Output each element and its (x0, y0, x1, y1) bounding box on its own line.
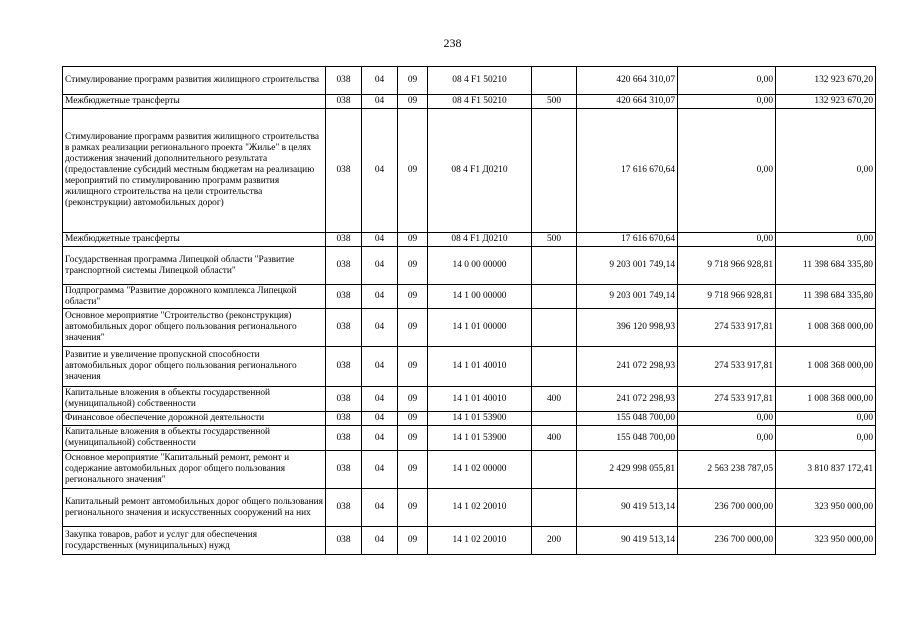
row-gr-code: 038 (326, 451, 362, 489)
row-csr-code: 14 1 00 00000 (428, 285, 532, 309)
row-name: Основное мероприятие "Строительство (реконструкция) автомобильных дорог общего пользования регионального значения" (63, 309, 326, 347)
table-row (63, 412, 876, 426)
row-gr-code: 038 (326, 95, 362, 109)
row-sum-3: 0,00 (776, 426, 876, 451)
row-sum-1: 9 203 001 749,14 (577, 285, 678, 309)
row-rz-code: 04 (362, 247, 398, 285)
row-gr-code: 038 (326, 527, 362, 555)
row-csr-code: 14 1 01 53900 (428, 426, 532, 451)
row-gr-code: 038 (326, 247, 362, 285)
row-csr-code: 14 1 01 53900 (428, 412, 532, 426)
row-sum-2: 2 563 238 787,05 (678, 451, 776, 489)
row-sum-1: 420 664 310,07 (577, 67, 678, 95)
row-csr-code: 14 1 01 40010 (428, 387, 532, 412)
row-rz-code: 04 (362, 233, 398, 247)
row-name: Межбюджетные трансферты (63, 233, 326, 247)
row-rz-code: 04 (362, 489, 398, 527)
row-name: Капитальные вложения в объекты государственной (муниципальной) собственности (63, 387, 326, 412)
row-sum-3: 132 923 670,20 (776, 67, 876, 95)
row-name: Государственная программа Липецкой области "Развитие транспортной системы Липецкой области" (63, 247, 326, 285)
row-gr-code: 038 (326, 285, 362, 309)
row-pr-code: 09 (398, 309, 428, 347)
row-rz-code: 04 (362, 109, 398, 233)
row-sum-1: 420 664 310,07 (577, 95, 678, 109)
row-gr-code: 038 (326, 347, 362, 387)
row-vr-code (532, 285, 577, 309)
table-row (63, 489, 876, 527)
row-sum-3: 11 398 684 335,80 (776, 247, 876, 285)
table-row (63, 309, 876, 347)
table-row (63, 233, 876, 247)
row-gr-code: 038 (326, 233, 362, 247)
row-sum-1: 2 429 998 055,81 (577, 451, 678, 489)
row-sum-1: 241 072 298,93 (577, 387, 678, 412)
row-vr-code: 500 (532, 233, 577, 247)
row-name: Стимулирование программ развития жилищного строительства (63, 67, 326, 95)
row-name: Подпрограмма "Развитие дорожного комплекса Липецкой области" (63, 285, 326, 309)
row-gr-code: 038 (326, 309, 362, 347)
row-name: Капитальные вложения в объекты государственной (муниципальной) собственности (63, 426, 326, 451)
row-vr-code: 400 (532, 387, 577, 412)
row-rz-code: 04 (362, 426, 398, 451)
row-pr-code: 09 (398, 387, 428, 412)
row-sum-2: 0,00 (678, 95, 776, 109)
budget-table (62, 66, 876, 555)
row-pr-code: 09 (398, 109, 428, 233)
row-vr-code (532, 109, 577, 233)
row-csr-code: 14 1 02 00000 (428, 451, 532, 489)
row-name: Межбюджетные трансферты (63, 95, 326, 109)
row-sum-3: 132 923 670,20 (776, 95, 876, 109)
row-pr-code: 09 (398, 347, 428, 387)
row-name: Основное мероприятие "Капитальный ремонт, ремонт и содержание автомобильных дорог общего пользования регионального значения" (63, 451, 326, 489)
row-rz-code: 04 (362, 451, 398, 489)
row-pr-code: 09 (398, 489, 428, 527)
row-name: Финансовое обеспечение дорожной деятельности (63, 412, 326, 426)
row-sum-3: 1 008 368 000,00 (776, 347, 876, 387)
row-name: Закупка товаров, работ и услуг для обеспечения государственных (муниципальных) нужд (63, 527, 326, 555)
row-sum-3: 11 398 684 335,80 (776, 285, 876, 309)
row-sum-2: 274 533 917,81 (678, 347, 776, 387)
row-csr-code: 08 4 F1 Д0210 (428, 233, 532, 247)
page-number: 238 (443, 36, 462, 50)
row-gr-code: 038 (326, 412, 362, 426)
row-vr-code (532, 347, 577, 387)
table-row (63, 387, 876, 412)
row-gr-code: 038 (326, 67, 362, 95)
row-rz-code: 04 (362, 347, 398, 387)
row-sum-3: 3 810 837 172,41 (776, 451, 876, 489)
row-pr-code: 09 (398, 412, 428, 426)
row-gr-code: 038 (326, 387, 362, 412)
row-sum-1: 90 419 513,14 (577, 527, 678, 555)
row-sum-1: 155 048 700,00 (577, 412, 678, 426)
row-vr-code: 500 (532, 95, 577, 109)
row-rz-code: 04 (362, 67, 398, 95)
row-vr-code (532, 412, 577, 426)
row-rz-code: 04 (362, 387, 398, 412)
row-sum-1: 17 616 670,64 (577, 233, 678, 247)
row-sum-2: 0,00 (678, 109, 776, 233)
row-sum-1: 241 072 298,93 (577, 347, 678, 387)
row-csr-code: 14 1 01 00000 (428, 309, 532, 347)
row-gr-code: 038 (326, 426, 362, 451)
row-gr-code: 038 (326, 489, 362, 527)
row-sum-2: 236 700 000,00 (678, 527, 776, 555)
row-csr-code: 14 1 02 20010 (428, 527, 532, 555)
table-row (63, 285, 876, 309)
row-rz-code: 04 (362, 412, 398, 426)
row-pr-code: 09 (398, 285, 428, 309)
table-row (63, 247, 876, 285)
row-sum-1: 9 203 001 749,14 (577, 247, 678, 285)
row-rz-code: 04 (362, 527, 398, 555)
row-rz-code: 04 (362, 95, 398, 109)
row-sum-2: 0,00 (678, 412, 776, 426)
row-sum-1: 90 419 513,14 (577, 489, 678, 527)
row-sum-2: 274 533 917,81 (678, 387, 776, 412)
table-row (63, 67, 876, 95)
row-sum-2: 0,00 (678, 233, 776, 247)
row-pr-code: 09 (398, 451, 428, 489)
row-sum-1: 396 120 998,93 (577, 309, 678, 347)
row-sum-3: 323 950 000,00 (776, 527, 876, 555)
row-sum-2: 9 718 966 928,81 (678, 285, 776, 309)
row-pr-code: 09 (398, 95, 428, 109)
row-vr-code: 200 (532, 527, 577, 555)
table-row (63, 109, 876, 233)
row-sum-2: 9 718 966 928,81 (678, 247, 776, 285)
table-row (63, 527, 876, 555)
row-sum-3: 1 008 368 000,00 (776, 309, 876, 347)
row-sum-2: 236 700 000,00 (678, 489, 776, 527)
row-name: Капитальный ремонт автомобильных дорог общего пользования регионального значения и искусственных сооружений на них (63, 489, 326, 527)
row-vr-code (532, 309, 577, 347)
table-row (63, 426, 876, 451)
row-csr-code: 14 0 00 00000 (428, 247, 532, 285)
row-sum-3: 1 008 368 000,00 (776, 387, 876, 412)
row-sum-1: 155 048 700,00 (577, 426, 678, 451)
row-pr-code: 09 (398, 247, 428, 285)
table-row (63, 451, 876, 489)
row-rz-code: 04 (362, 285, 398, 309)
table-row (63, 95, 876, 109)
row-sum-3: 0,00 (776, 412, 876, 426)
row-gr-code: 038 (326, 109, 362, 233)
row-name: Стимулирование программ развития жилищного строительства в рамках реализации регионального проекта "Жилье" в целях достижения значений дополнительного результата (предоставление субсидий местным бюджетам на реализацию мероприятий по стимулированию программ развития жилищного строительства на цели строительства (реконструкции) автомобильных дорог) (63, 109, 326, 233)
row-vr-code (532, 247, 577, 285)
row-rz-code: 04 (362, 309, 398, 347)
row-sum-1: 17 616 670,64 (577, 109, 678, 233)
row-csr-code: 14 1 01 40010 (428, 347, 532, 387)
row-vr-code: 400 (532, 426, 577, 451)
row-pr-code: 09 (398, 67, 428, 95)
row-name: Развитие и увеличение пропускной способности автомобильных дорог общего пользования регионального значения (63, 347, 326, 387)
row-sum-2: 0,00 (678, 426, 776, 451)
row-vr-code (532, 451, 577, 489)
row-csr-code: 14 1 02 20010 (428, 489, 532, 527)
row-sum-3: 0,00 (776, 233, 876, 247)
row-sum-2: 0,00 (678, 67, 776, 95)
row-sum-3: 323 950 000,00 (776, 489, 876, 527)
row-csr-code: 08 4 F1 Д0210 (428, 109, 532, 233)
row-pr-code: 09 (398, 527, 428, 555)
row-csr-code: 08 4 F1 50210 (428, 95, 532, 109)
row-vr-code (532, 67, 577, 95)
row-csr-code: 08 4 F1 50210 (428, 67, 532, 95)
row-sum-2: 274 533 917,81 (678, 309, 776, 347)
row-vr-code (532, 489, 577, 527)
table-row (63, 347, 876, 387)
row-sum-3: 0,00 (776, 109, 876, 233)
row-pr-code: 09 (398, 233, 428, 247)
row-pr-code: 09 (398, 426, 428, 451)
